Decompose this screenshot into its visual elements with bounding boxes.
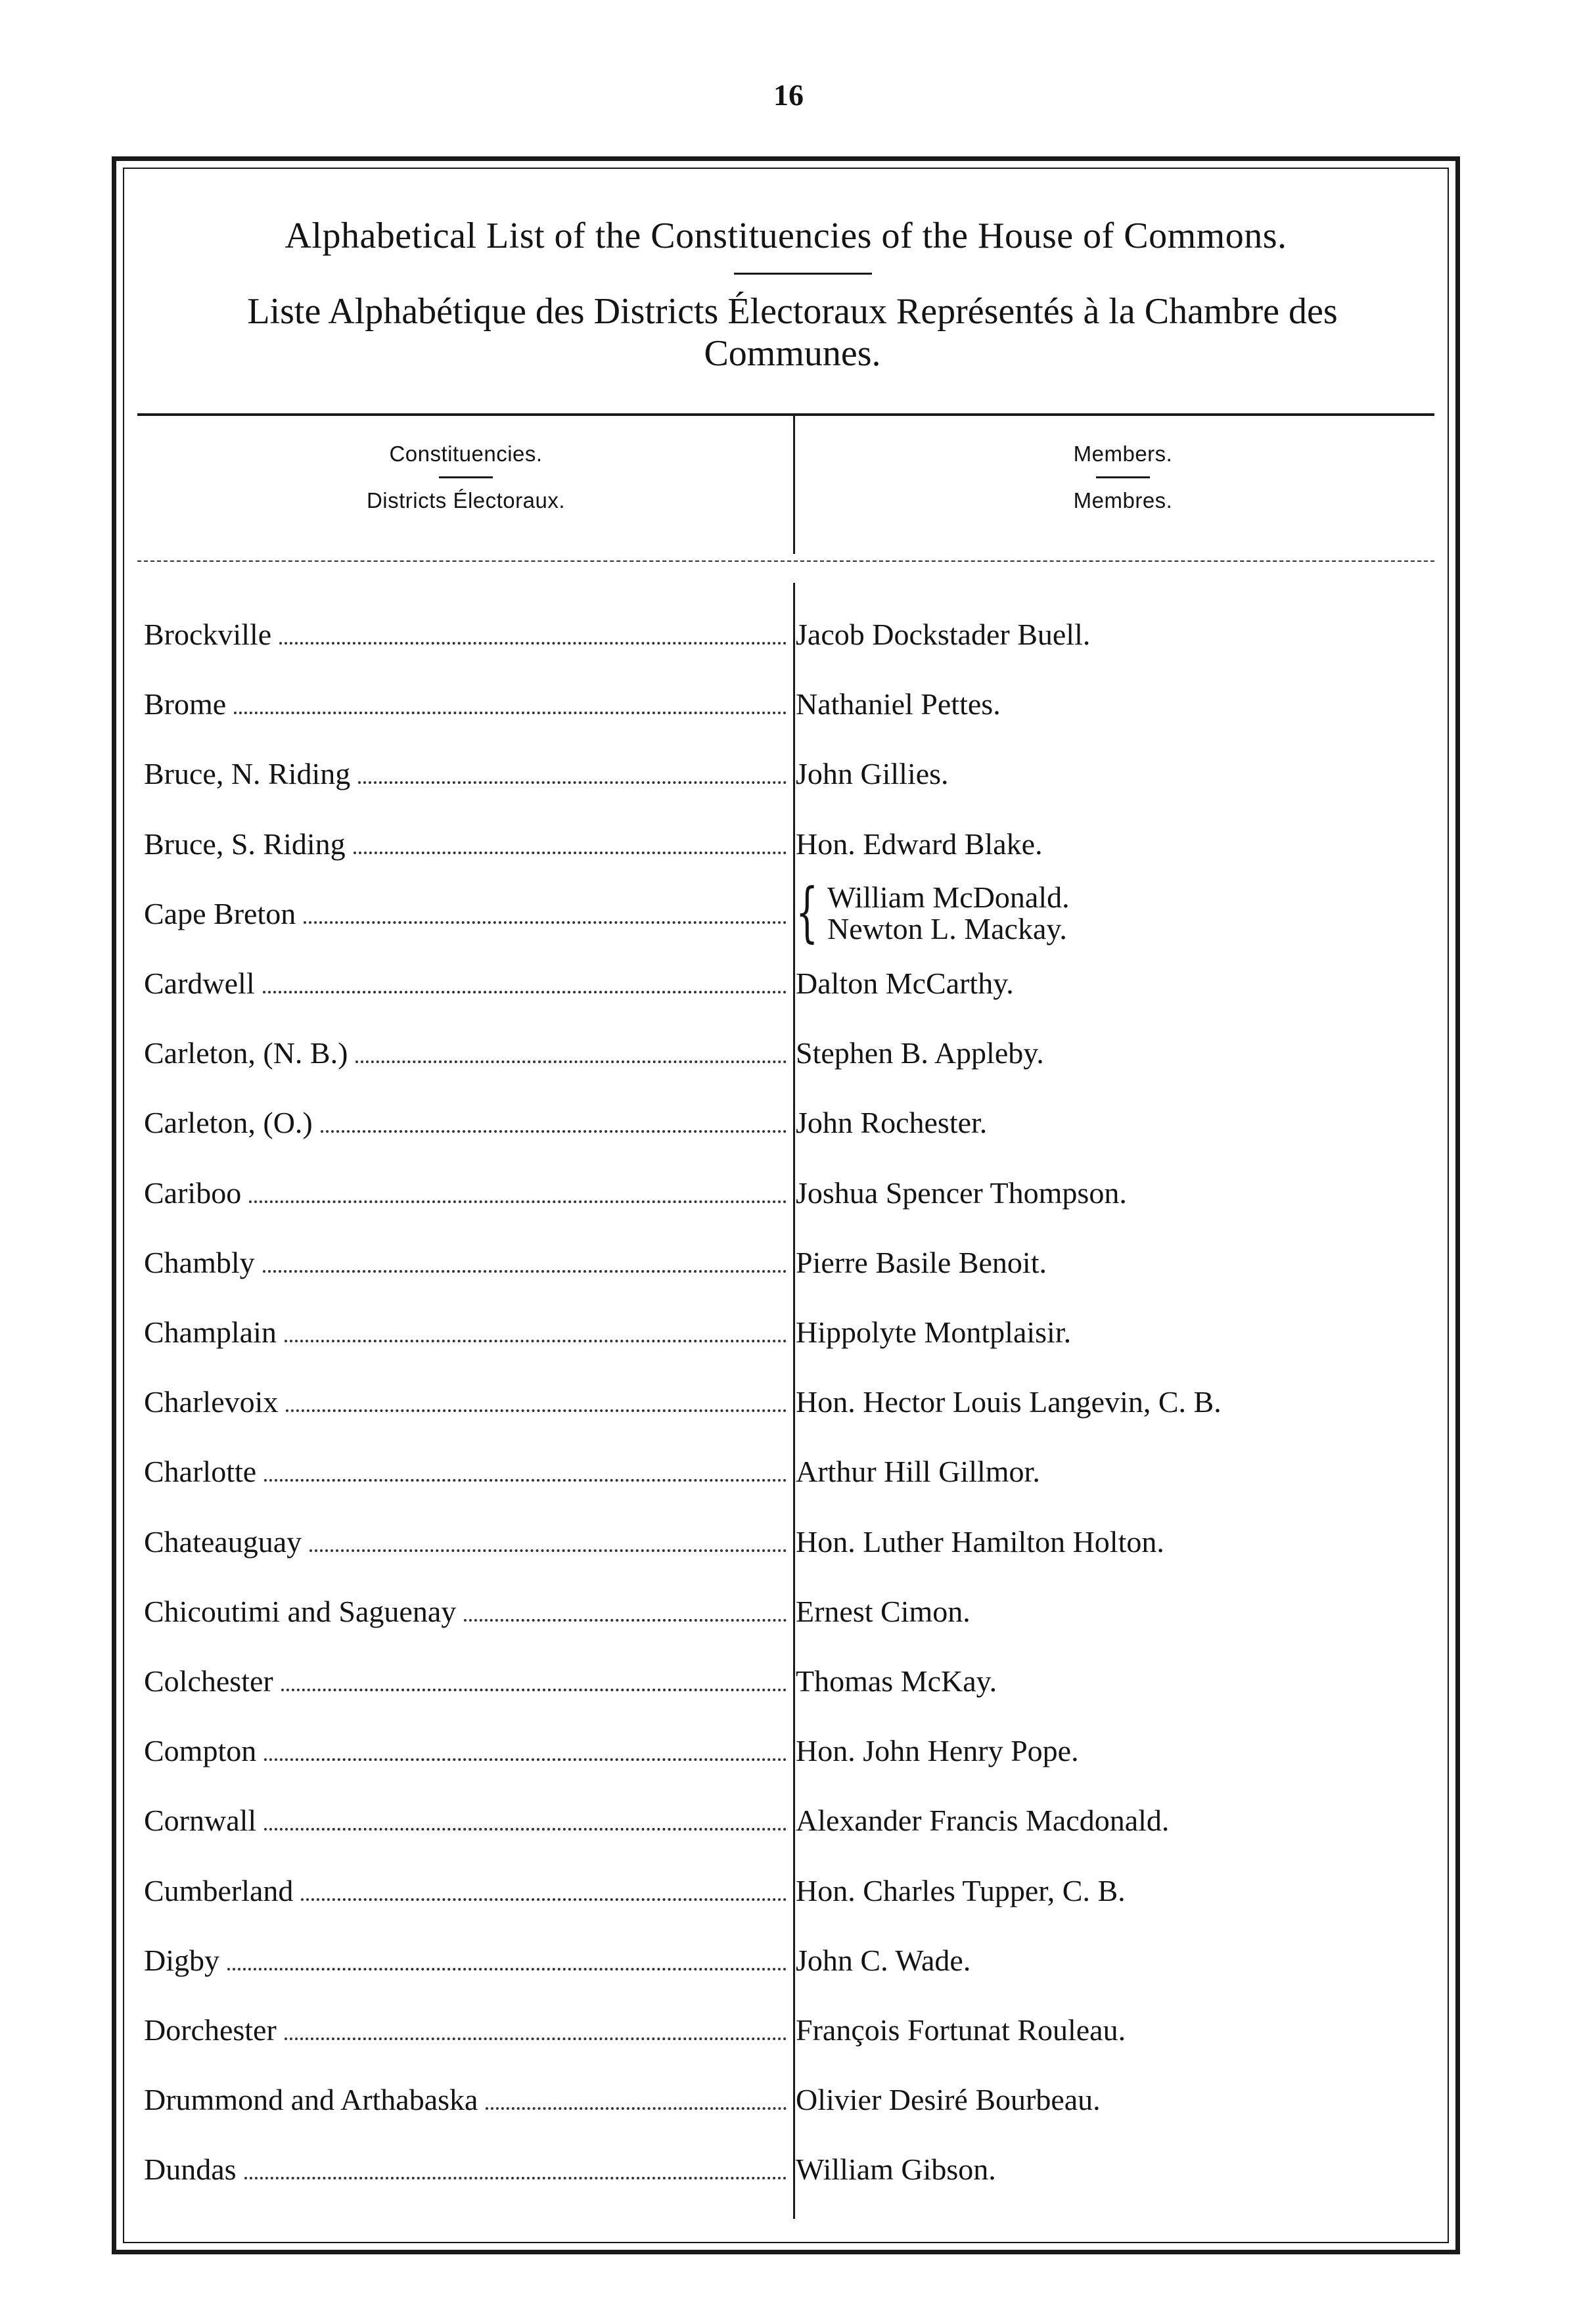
dot-leader [304,921,787,924]
constituency-cell [144,827,787,861]
title-english: Alphabetical List of the Constituencies of the House of Commons. [285,216,1287,256]
table-row [144,1161,1434,1229]
member-cell [827,882,1070,945]
table-row [144,1649,1434,1718]
table-row [144,2137,1434,2206]
dot-leader [279,642,787,645]
constituency-name: Digby [144,1943,219,1977]
constituency-name: Cape Breton [144,896,296,930]
table-row [144,742,1434,810]
dot-leader [321,1130,787,1133]
dot-leader [286,1409,787,1412]
constituency-cell [144,1594,787,1629]
table-row [144,2068,1434,2136]
header-bottom-rule [137,560,1434,562]
column-header-members-fr: Membres. [1073,488,1173,513]
dot-leader [234,712,787,714]
constituency-cell [144,617,787,652]
dot-leader [263,1270,787,1273]
dot-leader [354,852,787,854]
constituency-name: Compton [144,1734,257,1768]
member-name: Hon. Charles Tupper, C. B. [796,1873,1126,1907]
constituency-name: Chambly [144,1245,255,1279]
constituency-cell [144,1315,787,1350]
member-name: John Gillies. [796,757,949,791]
table-frame [112,156,1460,2254]
member-name: Alexander Francis Macdonald. [796,1804,1170,1838]
member-name: William Gibson. [796,2153,996,2187]
table-row [144,672,1434,740]
title-separator [734,273,872,275]
dot-leader [285,1340,787,1342]
table-row [144,1859,1434,1927]
dot-leader [464,1619,787,1622]
dot-leader [285,2038,787,2040]
constituency-name: Chicoutimi and Saguenay [144,1594,457,1628]
member-name: Joshua Spencer Thompson. [796,1175,1127,1210]
constituency-cell [144,1803,787,1838]
constituency-cell [144,1454,787,1489]
constituency-name: Cornwall [144,1804,257,1838]
constituency-cell [144,896,787,931]
dot-leader [249,1200,787,1203]
constituency-cell [144,1245,787,1280]
dot-leader [309,1549,787,1552]
member-name: Thomas McKay. [796,1664,997,1698]
constituency-cell [144,1036,787,1070]
member-name: Hon. Hector Louis Langevin, C. B. [796,1385,1222,1419]
constituency-name: Charlotte [144,1455,257,1489]
constituency-name: Champlain [144,1315,277,1349]
member-name: Stephen B. Appleby. [796,1036,1044,1070]
constituency-cell [144,2013,787,2047]
title-french: Liste Alphabétique des Districts Électoraux Représentés à la Chambre des Communes. [247,291,1338,374]
member-name: Nathaniel Pettes. [796,687,1001,721]
table-row [144,1231,1434,1299]
dot-leader [264,1758,787,1761]
member-name: Jacob Dockstader Buell. [796,618,1091,651]
table-row [144,951,1434,1020]
constituency-name: Cumberland [144,1873,294,1907]
table-row [144,812,1434,880]
constituency-name: Cariboo [144,1175,242,1210]
member-name: John Rochester. [796,1106,988,1140]
constituency-name: Bruce, S. Riding [144,827,346,861]
constituency-cell [144,1524,787,1559]
page-number: 16 [773,78,804,112]
dot-leader [355,1060,787,1063]
column-header-constituencies [137,432,794,523]
member-name: William McDonald. [827,880,1070,914]
dot-leader [264,1479,787,1482]
table-row [144,603,1434,671]
dot-leader [264,1828,787,1831]
constituency-cell [144,2152,787,2187]
table-row [144,1998,1434,2066]
constituency-cell [144,687,787,721]
table-row [144,1440,1434,1508]
column-header-constituencies-en: Constituencies. [389,442,543,466]
constituency-name: Dorchester [144,2013,277,2047]
header-column-divider [793,416,795,554]
constituency-cell [144,1384,787,1419]
constituency-name: Colchester [144,1664,273,1698]
member-name: Hon. Edward Blake. [796,827,1043,861]
dot-leader [244,2177,787,2179]
constituency-cell [144,1873,787,1908]
table-row [144,1370,1434,1438]
member-name: Pierre Basile Benoit. [796,1245,1047,1279]
column-header-members [794,432,1451,523]
dot-leader [281,1689,787,1691]
constituency-name: Carleton, (N. B.) [144,1036,348,1070]
dot-leader [301,1898,787,1901]
member-name: Hon. John Henry Pope. [796,1734,1079,1768]
member-name: Ernest Cimon. [796,1594,971,1628]
table-row [144,1300,1434,1369]
constituency-cell [144,1105,787,1140]
table-row [144,1719,1434,1787]
member-name: Arthur Hill Gillmor. [796,1455,1040,1489]
constituency-name: Brome [144,687,227,721]
table-row [144,875,1434,950]
constituency-name: Carleton, (O.) [144,1106,313,1140]
member-name: François Fortunat Rouleau. [796,2013,1126,2047]
constituency-name: Charlevoix [144,1385,279,1419]
dot-leader [358,781,787,784]
header-top-rule [137,413,1434,416]
table-row [144,1091,1434,1159]
constituency-name: Bruce, N. Riding [144,757,351,791]
member-name: Olivier Desiré Bourbeau. [796,2083,1101,2117]
table-row [144,1510,1434,1578]
constituency-cell [144,756,787,791]
brace-mark: { [796,875,819,950]
column-header-constituencies-fr: Districts Électoraux. [366,488,566,513]
constituency-name: Drummond and Arthabaska [144,2083,478,2117]
constituency-cell [144,1943,787,1978]
column-header-members-en: Members. [1073,442,1173,466]
constituency-cell [144,1175,787,1210]
constituency-name: Chateauguay [144,1524,302,1559]
table-row [144,1021,1434,1089]
member-name: Dalton McCarthy. [796,967,1014,1000]
constituency-cell [144,1664,787,1698]
table-row [144,1580,1434,1648]
member-name: Hon. Luther Hamilton Holton. [796,1524,1164,1559]
member-name: Hippolyte Montplaisir. [796,1315,1072,1349]
constituency-name: Cardwell [144,967,255,1000]
member-name: Newton L. Mackay. [827,911,1067,946]
table-row [144,1928,1434,1997]
constituency-name: Brockville [144,618,272,651]
dot-leader [227,1968,787,1971]
table-inner-frame [123,168,1449,2243]
constituency-cell [144,1733,787,1768]
constituency-cell [144,2082,787,2117]
dot-leader [263,991,787,993]
member-name: John C. Wade. [796,1943,971,1977]
constituency-name: Dundas [144,2153,237,2187]
table-row [144,1789,1434,1857]
dot-leader [486,2107,787,2110]
constituency-cell [144,966,787,1001]
